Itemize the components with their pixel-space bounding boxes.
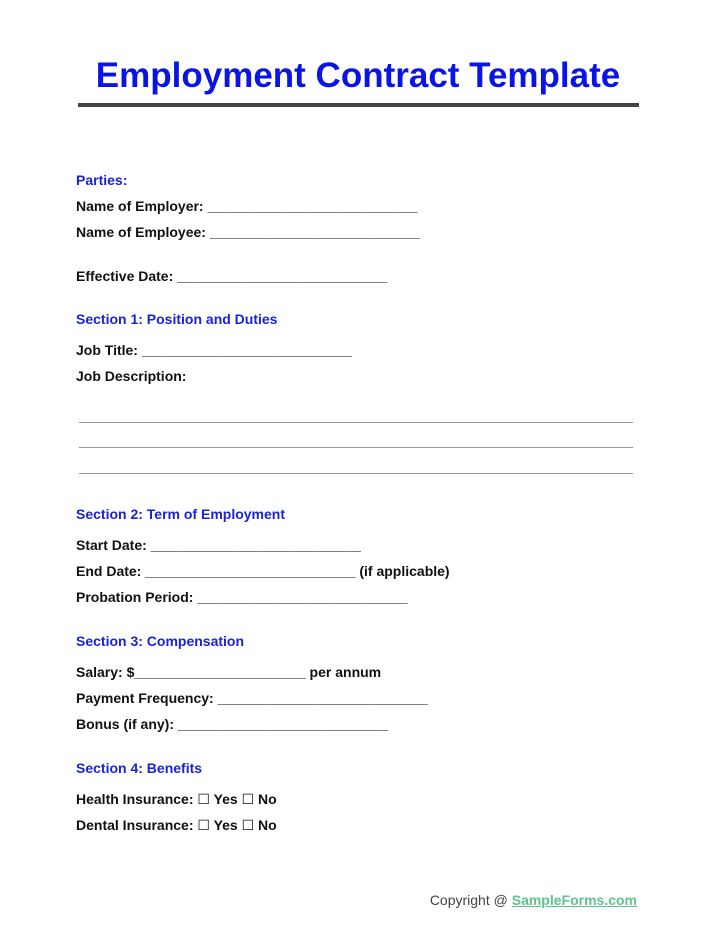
dental-insurance-label: Dental Insurance:: [76, 817, 198, 833]
section-4-heading: Section 4: Benefits: [76, 760, 203, 776]
dental-yes-label: Yes: [209, 817, 242, 833]
employee-name-field[interactable]: Name of Employee: ___________________________: [76, 224, 421, 240]
brand-link[interactable]: SampleForms.com: [511, 892, 637, 908]
job-description-line-2[interactable]: [79, 447, 633, 448]
employer-name-field[interactable]: Name of Employer: ___________________________: [76, 198, 418, 214]
bonus-field[interactable]: Bonus (if any): ___________________________: [76, 716, 389, 732]
job-title-field[interactable]: Job Title: ___________________________: [76, 342, 353, 358]
health-no-checkbox[interactable]: ☐: [241, 791, 255, 807]
parties-heading: Parties:: [76, 172, 128, 188]
health-yes-checkbox[interactable]: ☐: [197, 791, 210, 807]
title-divider: [78, 103, 639, 107]
dental-no-label: No: [254, 817, 277, 833]
health-insurance-row: [76, 790, 277, 808]
section-2-heading: Section 2: Term of Employment: [76, 506, 285, 522]
salary-field[interactable]: Salary: $______________________ per annum: [76, 664, 382, 680]
dental-no-checkbox[interactable]: ☐: [241, 817, 255, 833]
copyright-text: Copyright @: [429, 892, 512, 908]
health-yes-label: Yes: [209, 791, 242, 807]
health-insurance-label: Health Insurance:: [76, 791, 198, 807]
document-title: Employment Contract Template: [95, 56, 621, 95]
effective-date-field[interactable]: Effective Date: ___________________________: [76, 268, 388, 284]
dental-yes-checkbox[interactable]: ☐: [197, 817, 210, 833]
payment-frequency-field[interactable]: Payment Frequency: ___________________________: [76, 690, 428, 706]
job-description-label: Job Description:: [76, 368, 187, 384]
job-description-line-3[interactable]: [79, 473, 633, 474]
end-date-field[interactable]: End Date: ___________________________ (if applicable): [76, 563, 450, 579]
section-1-heading: Section 1: Position and Duties: [76, 311, 278, 327]
job-description-line-1[interactable]: [79, 422, 633, 423]
start-date-field[interactable]: Start Date: ___________________________: [76, 537, 361, 553]
section-3-heading: Section 3: Compensation: [76, 633, 245, 649]
health-no-label: No: [254, 791, 277, 807]
copyright-footer: [430, 891, 637, 909]
dental-insurance-row: [76, 816, 277, 834]
probation-period-field[interactable]: Probation Period: ___________________________: [76, 589, 408, 605]
